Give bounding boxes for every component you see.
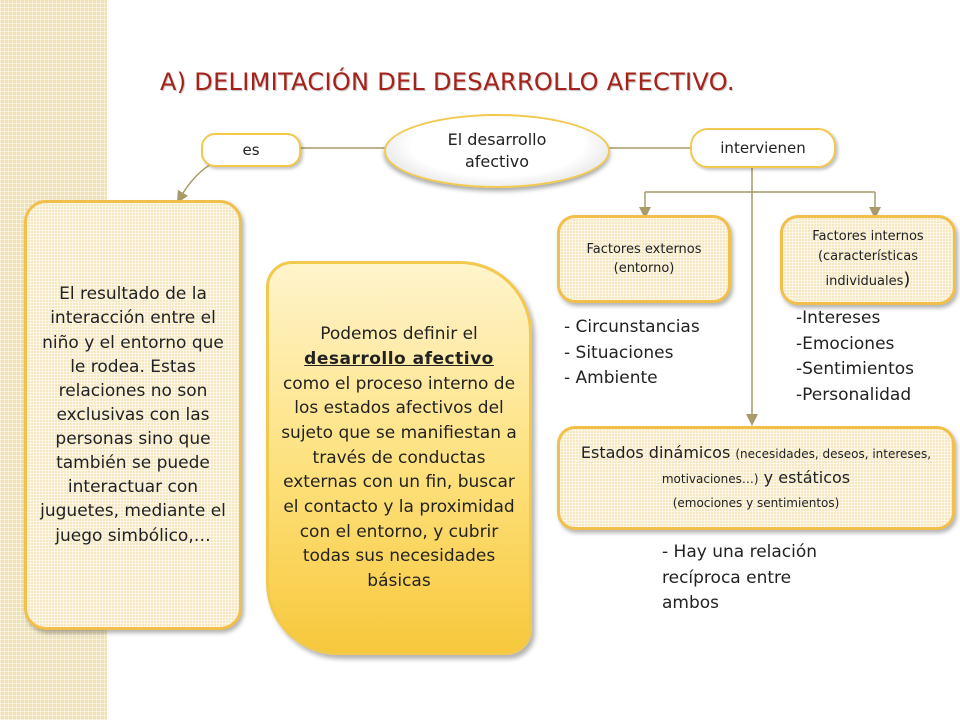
internal-factors-line2: (características <box>817 248 919 264</box>
connector-es <box>201 133 301 167</box>
list-item: - Ambiente <box>564 368 658 388</box>
states-connector: y <box>763 467 774 487</box>
states-static-detail: (emociones y sentimientos) <box>672 496 840 511</box>
page-title: A) DELIMITACIÓN DEL DESARROLLO AFECTIVO. <box>160 68 735 96</box>
external-factors-line1: Factores externos <box>586 241 702 257</box>
center-node <box>384 114 610 188</box>
external-factors-list <box>564 315 700 392</box>
states-static-label: estáticos <box>778 467 851 487</box>
center-node-line1: El desarrollo <box>447 130 547 150</box>
list-item: -Sentimientos <box>796 359 914 379</box>
connector-intervienen <box>690 128 836 168</box>
result-box-text: El resultado de la interacción entre el niño y el entorno que le rodea. Estas relaciones no son exclusivas con las personas sino que también se puede interactuar con juguetes, mediante el juego simbólico,… <box>40 284 226 546</box>
states-dynamic-label: Estados dinámicos <box>580 442 731 462</box>
states-box <box>557 426 955 530</box>
list-item: -Emociones <box>796 333 895 354</box>
internal-factors-close: ) <box>903 269 911 290</box>
definition-keyword: desarrollo afectivo <box>304 349 494 370</box>
list-item: - Situaciones <box>564 342 674 363</box>
connector-intervienen-label: intervienen <box>720 139 806 157</box>
definition-rest: como el proceso interno de los estados afectivos del sujeto que se manifiestan a través de conductas externas con un fin, buscar el contacto y la proximidad con el entorno, y cubrir todas sus necesidades básicas <box>281 373 517 591</box>
relation-note: - Hay una relación recíproca entre ambos <box>662 542 818 613</box>
center-node-line2: afectivo <box>464 152 530 171</box>
external-factors-line2: (entorno) <box>613 261 675 276</box>
list-item: - Circunstancias <box>564 317 700 337</box>
arrow-es-to-left-box <box>180 162 215 198</box>
list-item: -Intereses <box>796 308 881 328</box>
definition-box <box>266 261 532 655</box>
internal-factors-list <box>796 306 914 408</box>
internal-factors-line1: Factores internos <box>812 229 924 244</box>
definition-intro: Podemos definir el <box>320 324 478 345</box>
result-box <box>24 200 242 630</box>
states-dynamic-detail: (necesidades, deseos, intereses, motivaciones…) <box>661 446 932 486</box>
list-item: -Personalidad <box>796 384 912 405</box>
internal-factors-line3: individuales <box>825 274 904 289</box>
internal-factors-box <box>780 215 956 305</box>
connector-es-label: es <box>242 141 260 159</box>
external-factors-box <box>557 215 731 303</box>
